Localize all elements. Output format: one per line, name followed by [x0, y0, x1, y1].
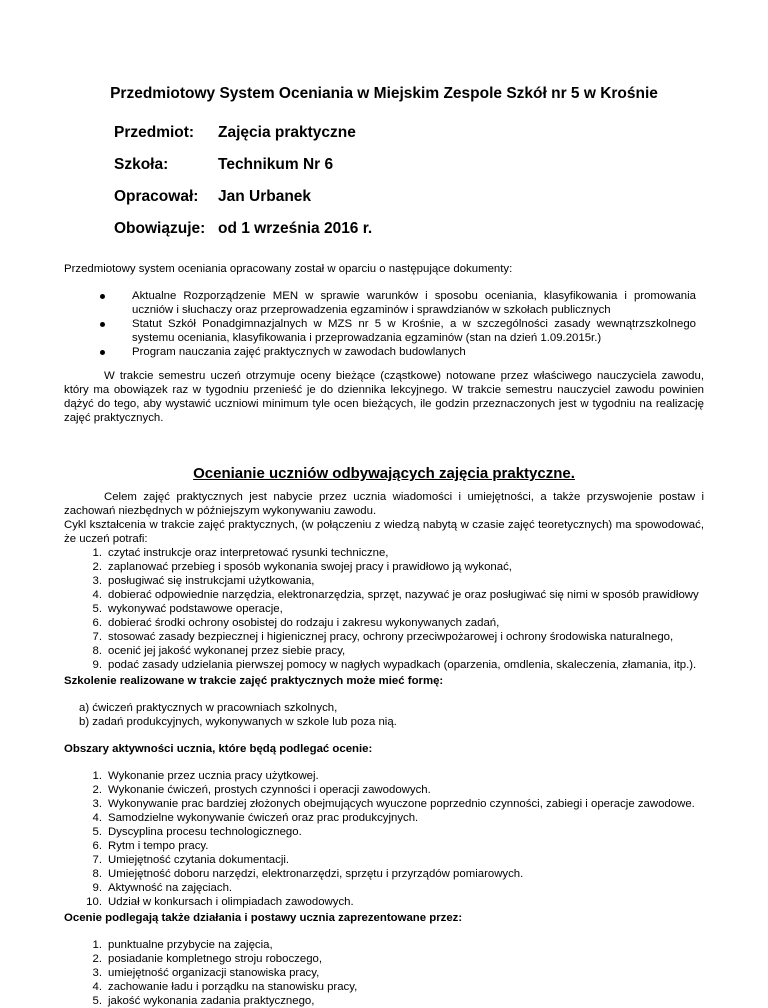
bullet-icon: [100, 350, 105, 355]
list-item: 8. ocenić jej jakość wykonanej przez siebie pracy,: [92, 645, 346, 657]
list-item: 9. podać zasady udzielania pierwszej pomocy w nagłych wypadkach (oparzenia, omdlenia, skaleczenia, złamania, itp.).: [92, 659, 697, 671]
documents-list: [100, 289, 696, 359]
list-item: 4. Samodzielne wykonywanie ćwiczeń oraz prac produkcyjnych.: [92, 812, 419, 824]
list-item: [100, 345, 696, 359]
areas-heading: Obszary aktywności ucznia, które będą podlegać ocenie:: [64, 743, 373, 755]
list-item: 5. jakość wykonania zadania praktycznego,: [92, 995, 315, 1007]
meta-label: Przedmiot:: [114, 124, 195, 141]
semester-paragraph: W trakcie semestru uczeń otrzymuje oceny bieżące (cząstkowe) notowane przez właściwego nauczyciela zawodu, który ma obowiązek raz w tygodniu przenieść je do dziennika lekcyjnego. W trakcie semestru nauczyciel zawodu powinien dążyć do tego, aby wystawić uczniowi minimum tyle ocen bieżących, ile godzin przeznaczonych jest w tygodniu na realizację zajęć praktycznych.: [64, 370, 704, 424]
bullet-icon: [100, 294, 105, 299]
meta-label: Szkoła:: [114, 156, 169, 173]
list-item: 8. Umiejętność doboru narzędzi, elektronarzędzi, sprzętu i przyrządów pomiarowych.: [92, 868, 524, 880]
attitudes-heading: Ocenie podlegają także działania i postawy ucznia zaprezentowane przez:: [64, 912, 463, 924]
list-item-text: Aktualne Rozporządzenie MEN w sprawie warunków i sposobu oceniania, klasyfikowania i promowania uczniów i słuchaczy oraz przeprowadzenia egzaminów i sprawdzianów w szkołach publicznych: [132, 290, 696, 316]
list-item: 6. dobierać środki ochrony osobistej do rodzaju i zakresu wykonywanych zadań,: [92, 617, 500, 629]
list-item: 6. Rytm i tempo pracy.: [92, 840, 209, 852]
list-item-text: Program nauczania zajęć praktycznych w zawodach budowlanych: [132, 346, 466, 358]
attitudes-list: [84, 938, 357, 1008]
list-item-text: Statut Szkół Ponadgimnazjalnych w MZS nr 5 w Krośnie, a w szczególności zasady wewnątrzszkolnego systemu oceniania, klasyfikowania i przeprowadzania egzaminów (stan na dzień 1.09.2015r.): [132, 318, 696, 344]
areas-list: [84, 769, 695, 909]
list-item: 2. zaplanować przebieg i sposób wykonania swojej pracy i prawidłowo ją wykonać,: [92, 561, 512, 573]
list-item: a) ćwiczeń praktycznych w pracowniach szkolnych,: [79, 702, 338, 714]
meta-label: Opracował:: [114, 188, 199, 205]
list-item: 1. Wykonanie przez ucznia pracy użytkowej.: [92, 770, 319, 782]
document-title: Przedmiotowy System Oceniania w Miejskim Zespole Szkół nr 5 w Krośnie: [110, 85, 658, 102]
list-item: b) zadań produkcyjnych, wykonywanych w szkole lub poza nią.: [79, 716, 397, 728]
section-title: Ocenianie uczniów odbywających zajęcia praktyczne.: [193, 465, 575, 482]
meta-value: Technikum Nr 6: [218, 156, 334, 173]
cycle-paragraph: Cykl kształcenia w trakcie zajęć praktycznych, (w połączeniu z wiedzą nabytą w czasie zajęć teoretycznych) ma spowodować, że uczeń potrafi:: [64, 519, 704, 545]
list-item: 3. umiejętność organizacji stanowiska pracy,: [92, 967, 320, 979]
list-item: 3. Wykonywanie prac bardziej złożonych obejmujących wyuczone poprzednio czynności, zabiegi i operacje zawodowe.: [92, 798, 695, 810]
meta-value: od 1 września 2016 r.: [218, 220, 373, 237]
list-item: 2. posiadanie kompletnego stroju roboczego,: [92, 953, 323, 965]
list-item: 4. dobierać odpowiednie narzędzia, elektronarzędzia, sprzęt, nazywać je oraz posługiwać się nimi w sposób prawidłowy: [92, 589, 699, 601]
bullet-icon: [100, 322, 105, 327]
list-item: 5. Dyscyplina procesu technologicznego.: [92, 826, 302, 838]
skills-list: [84, 546, 699, 672]
list-item: 1. czytać instrukcje oraz interpretować rysunki techniczne,: [92, 547, 389, 559]
forms-list: [79, 701, 699, 729]
intro-paragraph: Przedmiotowy system oceniania opracowany został w oparciu o następujące dokumenty:: [64, 263, 513, 275]
list-item: 10. Udział w konkursach i olimpiadach zawodowych.: [86, 896, 354, 908]
list-item: 4. zachowanie ładu i porządku na stanowisku pracy,: [92, 981, 358, 993]
list-item: 7. stosować zasady bezpiecznej i higienicznej pracy, ochrony przeciwpożarowej i ochrony środowiska naturalnego,: [92, 631, 674, 643]
meta-value: Zajęcia praktyczne: [218, 124, 356, 141]
list-item: 2. Wykonanie ćwiczeń, prostych czynności i operacji zawodowych.: [92, 784, 431, 796]
meta-label: Obowiązuje:: [114, 220, 206, 237]
list-item: 1. punktualne przybycie na zajęcia,: [92, 939, 273, 951]
list-item: 9. Aktywność na zajęciach.: [92, 882, 233, 894]
list-item: [100, 317, 696, 345]
forms-heading: Szkolenie realizowane w trakcie zajęć praktycznych może mieć formę:: [64, 675, 444, 687]
list-item: 3. posługiwać się instrukcjami użytkowania,: [92, 575, 315, 587]
list-item: 5. wykonywać podstawowe operacje,: [92, 603, 283, 615]
list-item: [100, 289, 696, 317]
goal-paragraph: Celem zajęć praktycznych jest nabycie przez ucznia wiadomości i umiejętności, a także przyswojenie postaw i zachowań niezbędnych w późniejszym wykonywaniu zawodu.: [64, 491, 704, 517]
meta-value: Jan Urbanek: [218, 188, 312, 205]
list-item: 7. Umiejętność czytania dokumentacji.: [92, 854, 290, 866]
